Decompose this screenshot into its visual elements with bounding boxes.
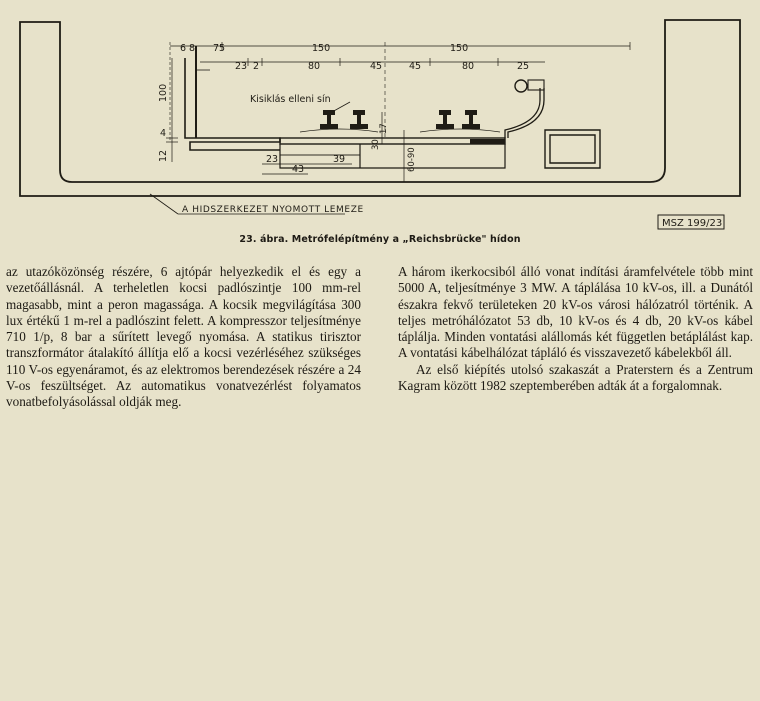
dim-label: 100 — [158, 83, 169, 102]
text-column-left — [6, 264, 361, 411]
dim-label: 60-90 — [407, 147, 417, 172]
dim-label: 75 — [213, 43, 226, 54]
derailment-rail-label: Kisiklás elleni sín — [250, 94, 331, 105]
cable-trough — [545, 130, 600, 168]
cable-conduit — [505, 88, 544, 138]
dim-label: 4 — [160, 128, 167, 139]
dim-label: 23 — [235, 61, 248, 72]
text-column-right — [398, 264, 753, 394]
standard-stamp: MSZ 199/23 — [662, 218, 723, 229]
paragraph: az utazóközönség részére, 6 ajtópár helyezkedik el és egy a vezetőállásnál. A terheletlen kocsi padlószintje 100 mm-rel magasabb, mint a peron magassága. A kocsik megvilágítása 300 lux értékű 1 m-rel a padlószint felett. A kompresszor teljesítménye 710 1/p, 8 bar a sűrített levegő nyomása. A statikus tirisztor transzformátor átalakító állítja elő a kocsi vezérléséhez szükséges 110 V-os egyenáramot, és az elektromos berendezések részére a 24 V-os feszültséget. Az automatikus vonatvezérlést folyamatos vonatbefolyásolással oldják meg. — [6, 264, 361, 410]
bridge-plate-label: A HIDSZERKEZET NYOMOTT LEMEZE — [182, 205, 364, 215]
paragraph: Az első kiépítés utolsó szakaszát a Praterstern és a Zentrum Kagram között 1982 szeptemberében adták át a forgalomnak. — [398, 361, 753, 394]
dim-label: 8 — [189, 43, 196, 54]
bridge-cross-section-drawing — [0, 0, 760, 232]
leader-bridge-plate — [150, 194, 178, 214]
paragraph: A három ikerkocsiból álló vonat indítási áramfelvétele több mint 5000 A, teljesítménye 3 MW. A táplálása 10 kV-os, ill. a Dunától északra fekvő területeken 20 kV-os városi hálózatról történik. A teljes metróhálózatot 53 db, 10 kV-os és 4 db, 20 kV-os kábel táplálja. Minden vontatási alállomás két független betáplálást kap. A vontatási kábelhálózat tápláló és visszavezető kábelekből áll. — [398, 264, 753, 361]
dim-label: 23 — [266, 154, 279, 165]
sleeper-base — [280, 144, 505, 168]
rail-left — [320, 110, 480, 129]
dim-label: 43 — [292, 164, 305, 175]
dim-label: 17 — [379, 123, 389, 134]
deck-outline — [20, 20, 740, 196]
dim-label: 30 — [371, 139, 381, 150]
dim-label: 12 — [158, 149, 169, 162]
figure-caption: 23. ábra. Metrófelépítmény a „Reichsbrücke" hídon — [239, 234, 521, 245]
dim-label: 45 — [409, 61, 422, 72]
dim-label: 150 — [450, 43, 469, 54]
cable-reel — [515, 80, 527, 92]
dim-label: 80 — [308, 61, 321, 72]
leader-derailment-rail — [332, 102, 350, 112]
dim-label: 2 — [253, 61, 260, 72]
dim-label: 39 — [333, 154, 346, 165]
dim-label: 25 — [517, 61, 530, 72]
dim-label: 45 — [370, 61, 383, 72]
dim-label: 80 — [462, 61, 475, 72]
dim-label: 150 — [312, 43, 331, 54]
dim-label: 6 — [180, 43, 187, 54]
